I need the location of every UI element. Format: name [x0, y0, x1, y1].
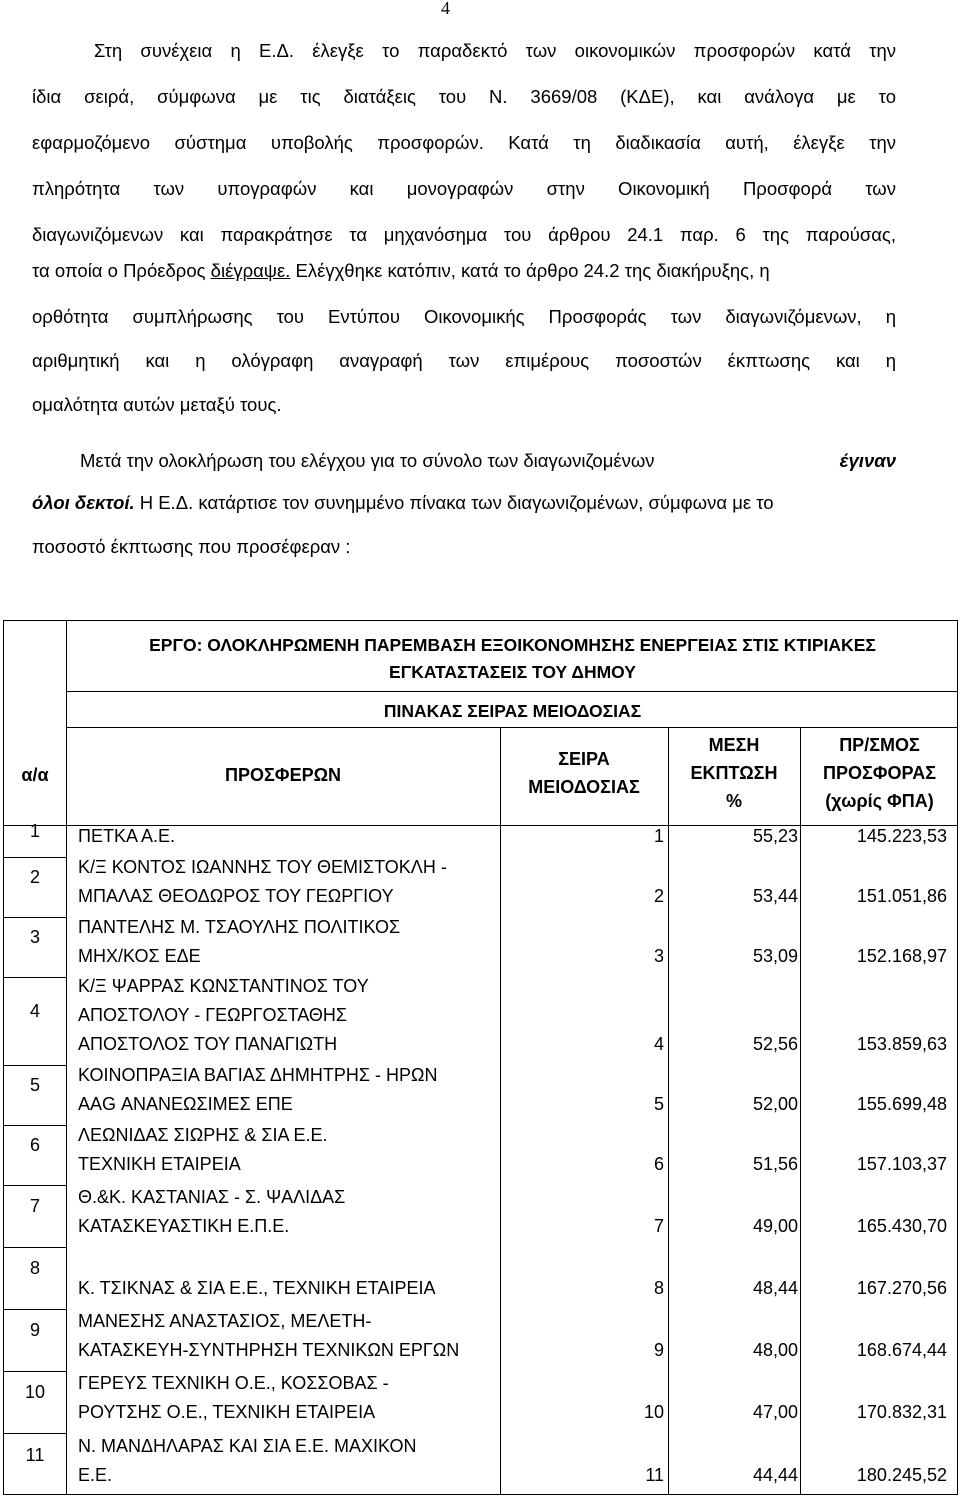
offer-price: 165.430,70 — [856, 1216, 947, 1236]
offer-price: 151.051,86 — [856, 886, 947, 906]
bidder-name-line: AAG ΑΝΑΝΕΩΣΙΜΕΣ ΕΠΕ — [78, 1094, 293, 1114]
header-price-line-2: ΠΡΟΣΦΟΡΑΣ — [822, 763, 937, 783]
table-row — [4, 857, 959, 917]
average-discount: 52,56 — [752, 1034, 798, 1054]
project-title-line-2: ΕΓΚΑΤΑΣΤΑΣΕΙΣ ΤΟΥ ΔΗΜΟΥ — [389, 662, 636, 682]
average-discount: 53,44 — [752, 886, 798, 906]
emphasis-text-2: όλοι δεκτοί. — [32, 492, 135, 513]
bidder-name-line: Θ.&Κ. ΚΑΣΤΑΝΙΑΣ - Σ. ΨΑΛΙΔΑΣ — [78, 1187, 346, 1207]
table-row — [4, 917, 959, 977]
bid-order: 6 — [653, 1154, 664, 1174]
bid-order: 11 — [645, 1465, 664, 1485]
header-aa: α/α — [21, 765, 49, 785]
project-title — [66, 635, 959, 683]
header-order — [500, 745, 668, 801]
paragraph-1-line-2: ίδια σειρά, σύμφωνα με τις διατάξεις του Ν. 3669/08 (ΚΔΕ), και ανάλογα με το — [32, 86, 896, 107]
average-discount: 55,23 — [752, 826, 798, 846]
bid-order: 9 — [653, 1340, 664, 1360]
bidder-name-line: ΚΟΙΝΟΠΡΑΞΙΑ ΒΑΓΙΑΣ ΔΗΜΗΤΡΗΣ - ΗΡΩΝ — [78, 1065, 438, 1085]
bidder-name-line: ΑΠΟΣΤΟΛΟΥ - ΓΕΩΡΓΟΣΤΑΘΗΣ — [78, 1005, 348, 1025]
table-row — [4, 821, 959, 857]
project-title-line-1: ΕΡΓΟ: ΟΛΟΚΛΗΡΩΜΕΝΗ ΠΑΡΕΜΒΑΣΗ ΕΞΟΙΚΟΝΟΜΗΣΗΣ ΕΝΕΡΓΕΙΑΣ ΣΤΙΣ ΚΤΙΡΙΑΚΕΣ — [149, 635, 876, 655]
row-number: 2 — [29, 867, 40, 887]
table-row — [4, 1247, 959, 1309]
bid-order: 3 — [653, 946, 664, 966]
header-bidder: ΠΡΟΣΦΕΡΩΝ — [224, 765, 342, 785]
paragraph-2-line-1 — [80, 450, 896, 472]
bidder-name-line: ΠΕΤΚΑ Α.Ε. — [78, 826, 176, 846]
table-row — [4, 1125, 959, 1185]
underlined-word: διέγραψε. — [210, 260, 291, 281]
row-divider — [4, 1065, 66, 1066]
bid-order: 2 — [653, 886, 664, 906]
row-number: 1 — [29, 821, 40, 841]
average-discount: 49,00 — [752, 1216, 798, 1236]
paragraph-1-line-9: ομαλότητα αυτών μεταξύ τους. — [32, 394, 282, 415]
row-divider — [4, 977, 66, 978]
header-discount-line-1: ΜΕΣΗ — [708, 735, 760, 755]
bidder-name-line: ΚΑΤΑΣΚΕΥΑΣΤΙΚΗ Ε.Π.Ε. — [78, 1216, 290, 1236]
table-row — [4, 1371, 959, 1433]
table-subtitle: ΠΙΝΑΚΑΣ ΣΕΙΡΑΣ ΜΕΙΟΔΟΣΙΑΣ — [383, 701, 642, 721]
table-row — [4, 1433, 959, 1496]
table-row — [4, 1065, 959, 1125]
average-discount: 44,44 — [752, 1465, 798, 1485]
bidder-name-line: ΜΑΝΕΣΗΣ ΑΝΑΣΤΑΣΙΟΣ, ΜΕΛΕΤΗ- — [78, 1311, 372, 1331]
offer-price: 145.223,53 — [856, 826, 947, 846]
bid-order: 8 — [653, 1278, 664, 1298]
bid-order: 1 — [653, 826, 664, 846]
offer-price: 180.245,52 — [856, 1465, 947, 1485]
bid-order: 10 — [643, 1402, 664, 1422]
average-discount: 52,00 — [752, 1094, 798, 1114]
offer-price: 167.270,56 — [856, 1278, 947, 1298]
offer-price: 152.168,97 — [856, 946, 947, 966]
table-row — [4, 1309, 959, 1371]
offer-price: 157.103,37 — [856, 1154, 947, 1174]
bidder-name-line: Κ/Ξ ΨΑΡΡΑΣ ΚΩΝΣΤΑΝΤΙΝΟΣ ΤΟΥ — [78, 976, 369, 996]
paragraph-1-line-6 — [32, 260, 896, 282]
paragraph-2-line-2-text: Η Ε.Δ. κατάρτισε τον συνημμένο πίνακα των διαγωνιζομένων, σύμφωνα με το — [134, 492, 774, 513]
bidder-name-line: Κ/Ξ ΚΟΝΤΟΣ ΙΩΑΝΝΗΣ ΤΟΥ ΘΕΜΙΣΤΟΚΛΗ - — [78, 857, 447, 877]
header-price-line-3: (χωρίς ΦΠΑ) — [825, 791, 934, 811]
paragraph-1-line-3: εφαρμοζόμενο σύστημα υποβολής προσφορών. Κατά τη διαδικασία αυτή, έλεγξε την — [32, 132, 896, 153]
row-number: 3 — [29, 927, 40, 947]
bidder-name-line: ΓΕΡΕΥΣ ΤΕΧΝΙΚΗ Ο.Ε., ΚΟΣΣΟΒΑΣ - — [78, 1373, 389, 1393]
row-number: 6 — [29, 1135, 40, 1155]
offer-price: 168.674,44 — [856, 1340, 947, 1360]
paragraph-2-line-2 — [32, 492, 896, 514]
row-divider — [4, 1185, 66, 1186]
bid-order: 5 — [653, 1094, 664, 1114]
title-divider — [66, 691, 957, 692]
row-divider — [4, 1125, 66, 1126]
row-divider — [4, 1247, 66, 1248]
bidder-name-line: ΑΠΟΣΤΟΛΟΣ ΤΟΥ ΠΑΝΑΓΙΩΤΗ — [78, 1034, 338, 1054]
paragraph-1-line-1: Στη συνέχεια η Ε.Δ. έλεγξε το παραδεκτό των οικονομικών προσφορών κατά την — [94, 40, 896, 61]
bidder-name-line: ΜΗΧ/ΚΟΣ ΕΔΕ — [78, 946, 201, 966]
bidder-name-line: ΛΕΩΝΙΔΑΣ ΣΙΩΡΗΣ & ΣΙΑ Ε.Ε. — [78, 1125, 328, 1145]
row-number: 10 — [24, 1382, 46, 1402]
header-discount — [668, 731, 800, 815]
paragraph-1-line-7: ορθότητα συμπλήρωσης του Εντύπου Οικονομικής Προσφοράς των διαγωνιζόμενων, η — [32, 306, 896, 327]
row-divider — [4, 1433, 66, 1434]
table-row — [4, 1185, 959, 1247]
table-row — [4, 977, 959, 1065]
offer-price: 170.832,31 — [856, 1402, 947, 1422]
bid-order: 7 — [653, 1216, 664, 1236]
paragraph-2-line-1-text: Μετά την ολοκλήρωση του ελέγχου για το σύνολο των διαγωνιζομένων — [80, 450, 655, 471]
page-number: 4 — [441, 0, 450, 18]
bidder-name-line: ΤΕΧΝΙΚΗ ΕΤΑΙΡΕΙΑ — [78, 1154, 241, 1174]
header-discount-line-3: % — [725, 791, 742, 811]
offer-price: 153.859,63 — [856, 1034, 947, 1054]
row-divider — [4, 1309, 66, 1310]
bidder-name-line: Ν. ΜΑΝΔΗΛΑΡΑΣ ΚΑΙ ΣΙΑ Ε.Ε. ΜΑΧΙΚΟΝ — [78, 1436, 417, 1456]
row-divider — [4, 917, 66, 918]
average-discount: 51,56 — [752, 1154, 798, 1174]
line-6-text-start: τα οποία ο Πρόεδρος — [32, 260, 211, 281]
row-number: 7 — [29, 1196, 40, 1216]
paragraph-2-line-3: ποσοστό έκπτωσης που προσέφεραν : — [32, 536, 351, 557]
row-divider — [4, 857, 66, 858]
line-6-text-end: Ελέγχθηκε κατόπιν, κατά το άρθρο 24.2 της διακήρυξης, η — [290, 260, 770, 281]
header-discount-line-2: ΕΚΠΤΩΣΗ — [690, 763, 778, 783]
row-number: 11 — [25, 1444, 45, 1465]
row-number: 5 — [29, 1075, 40, 1095]
average-discount: 48,44 — [752, 1278, 798, 1298]
row-divider — [4, 1371, 66, 1372]
header-price — [800, 731, 959, 815]
offer-price: 155.699,48 — [856, 1094, 947, 1114]
bidder-name-line: Κ. ΤΣΙΚΝΑΣ & ΣΙΑ Ε.Ε., ΤΕΧΝΙΚΗ ΕΤΑΙΡΕΙΑ — [78, 1278, 436, 1298]
emphasis-text: έγιναν — [839, 450, 896, 471]
table-body — [4, 821, 959, 1496]
average-discount: 47,00 — [752, 1402, 798, 1422]
bidder-name-line: ΡΟΥΤΣΗΣ Ο.Ε., ΤΕΧΝΙΚΗ ΕΤΑΙΡΕΙΑ — [78, 1402, 376, 1422]
paragraph-1-line-4: πληρότητα των υπογραφών και μονογραφών στην Οικονομική Προσφορά των — [32, 178, 896, 199]
average-discount: 48,00 — [752, 1340, 798, 1360]
bid-order: 4 — [653, 1034, 664, 1054]
bidder-name-line: ΜΠΑΛΑΣ ΘΕΟΔΩΡΟΣ ΤΟΥ ΓΕΩΡΓΙΟΥ — [78, 886, 394, 906]
header-price-line-1: ΠΡ/ΣΜΟΣ — [839, 735, 920, 755]
bidder-name-line: Ε.Ε. — [78, 1465, 113, 1485]
row-number: 8 — [29, 1258, 40, 1278]
row-number: 9 — [29, 1320, 40, 1340]
paragraph-1-line-8: αριθμητική και η ολόγραφη αναγραφή των επιμέρους ποσοστών έκπτωσης και η — [32, 350, 896, 371]
row-number: 4 — [29, 1001, 40, 1021]
average-discount: 53,09 — [752, 946, 798, 966]
bidder-name-line: ΚΑΤΑΣΚΕΥΗ-ΣΥΝΤΗΡΗΣΗ ΤΕΧΝΙΚΩΝ ΕΡΓΩΝ — [78, 1340, 460, 1360]
header-order-line-1: ΣΕΙΡΑ — [558, 749, 610, 769]
header-order-line-2: ΜΕΙΟΔΟΣΙΑΣ — [528, 777, 640, 797]
subtitle-divider — [66, 727, 957, 728]
bid-ranking-table — [3, 620, 958, 1495]
bidder-name-line: ΠΑΝΤΕΛΗΣ Μ. ΤΣΑΟΥΛΗΣ ΠΟΛΙΤΙΚΟΣ — [78, 917, 401, 937]
paragraph-1-line-5: διαγωνιζόμενων και παρακράτησε τα μηχανόσημα του άρθρου 24.1 παρ. 6 της παρούσας, — [32, 224, 896, 245]
